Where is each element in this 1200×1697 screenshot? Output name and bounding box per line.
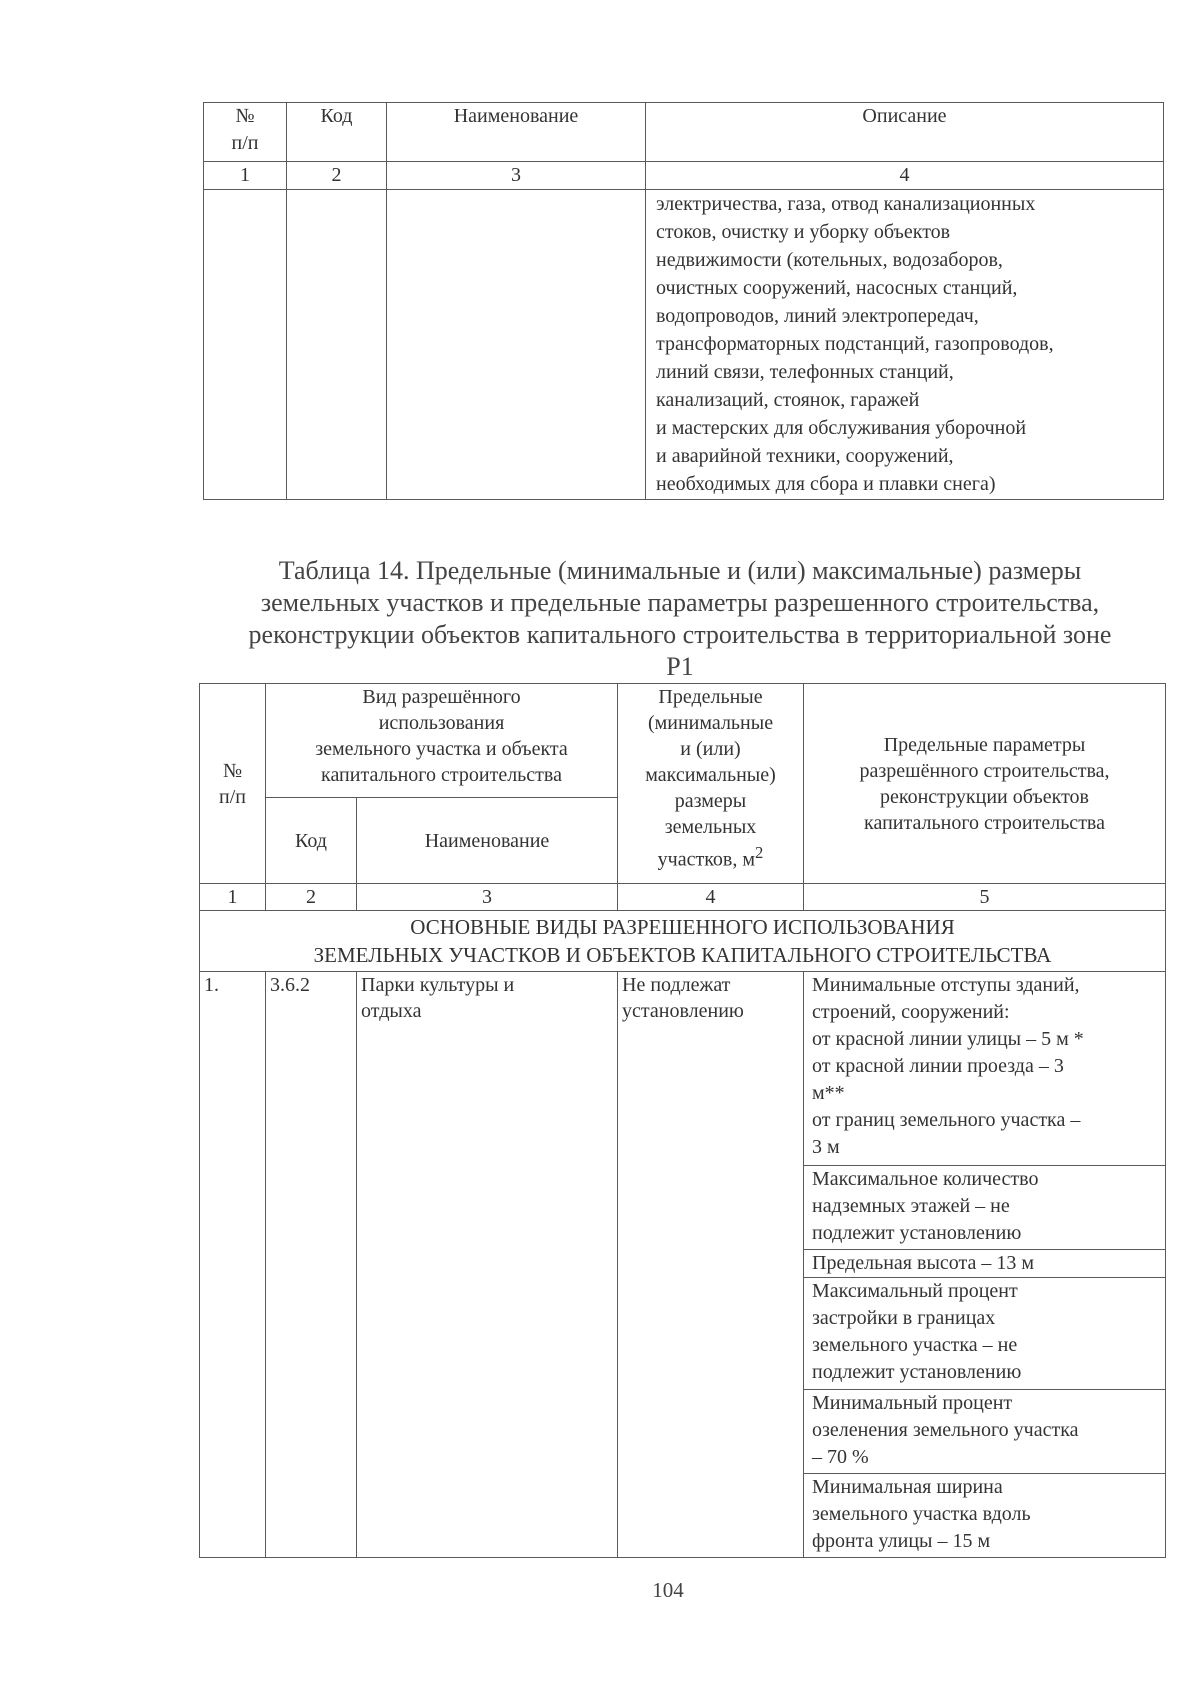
description-line: канализаций, стоянок, гаражей: [656, 389, 920, 411]
header-number: № п/п: [204, 103, 287, 162]
description-line: и аварийной техники, сооружений,: [656, 445, 954, 467]
column-number: 5: [804, 884, 1166, 911]
column-number: 1: [204, 162, 287, 190]
row-code: 3.6.2: [266, 972, 357, 1558]
column-number: 1: [200, 884, 266, 911]
param-max-building-percent: Максимальный процент застройки в границах земельного участка – не подлежит установлению: [804, 1278, 1166, 1390]
description-line: очистных сооружений, насосных станций,: [656, 277, 1018, 299]
header-name: Наименование: [357, 798, 618, 884]
section-heading: ОСНОВНЫЕ ВИДЫ РАЗРЕШЕННОГО ИСПОЛЬЗОВАНИЯ ЗЕМЕЛЬНЫХ УЧАСТКОВ И ОБЪЕКТОВ КАПИТАЛЬНОГО СТРОИТЕЛЬСТВА: [200, 911, 1166, 972]
param-max-height: Предельная высота – 13 м: [804, 1250, 1166, 1278]
description-line: и мастерских для обслуживания уборочной: [656, 417, 1027, 439]
header-code: Код: [266, 798, 357, 884]
description-line: электричества, газа, отвод канализационных: [656, 193, 1036, 215]
table-continuation: [203, 102, 1164, 500]
param-max-floors: Максимальное количество надземных этажей – не подлежит установлению: [804, 1166, 1166, 1250]
column-number: 2: [287, 162, 387, 190]
header-name: Наименование: [387, 103, 646, 162]
row-plot-size: Не подлежат установлению: [618, 972, 804, 1558]
column-number: 4: [618, 884, 804, 911]
table-cell: [204, 190, 287, 500]
description-line: водопроводов, линий электропередач,: [656, 305, 979, 327]
column-number: 3: [387, 162, 646, 190]
table-caption: [190, 555, 1170, 683]
description-line: трансформаторных подстанций, газопроводов,: [656, 333, 1054, 355]
header-parameters: Предельные параметры разрешённого строительства, реконструкции объектов капитального строительства: [804, 684, 1166, 884]
caption-line: реконструкции объектов капитального строительства в территориальной зоне: [248, 620, 1112, 649]
caption-line: Р1: [666, 652, 694, 681]
description-line: стоков, очистку и уборку объектов: [656, 221, 951, 243]
caption-line: земельных участков и предельные параметры разрешенного строительства,: [260, 588, 1100, 617]
param-min-width: Минимальная ширина земельного участка вдоль фронта улицы – 15 м: [804, 1474, 1166, 1558]
caption-line: Таблица 14. Предельные (минимальные и (или) максимальные) размеры: [278, 556, 1082, 585]
param-min-green-percent: Минимальный процент озеленения земельного участка – 70 %: [804, 1390, 1166, 1474]
superscript: 2: [755, 843, 764, 862]
header-code: Код: [287, 103, 387, 162]
column-number: 3: [357, 884, 618, 911]
header-permitted-use: Вид разрешённого использования земельного участка и объекта капитального строительства: [266, 684, 618, 798]
description-line: линий связи, телефонных станций,: [656, 361, 954, 383]
row-number: 1.: [200, 972, 266, 1558]
header-plot-sizes: [618, 684, 804, 884]
column-number: 2: [266, 884, 357, 911]
description-line: недвижимости (котельных, водозаборов,: [656, 249, 1003, 271]
description-cell: [646, 190, 1164, 500]
table-cell: [287, 190, 387, 500]
column-number: 4: [646, 162, 1164, 190]
row-name: Парки культуры и отдыха: [357, 972, 618, 1558]
header-description: Описание: [646, 103, 1164, 162]
page-number: 104: [652, 1578, 684, 1602]
header-plot-sizes-text: Предельные (минимальные и (или) максимальные) размеры земельных участков, м: [645, 686, 776, 871]
param-setbacks: Минимальные отступы зданий, строений, сооружений: от красной линии улицы – 5 м * от красной линии проезда – 3 м** от границ земельного участка – 3 м: [804, 972, 1166, 1166]
description-line: необходимых для сбора и плавки снега): [656, 473, 996, 495]
table-14: [199, 683, 1166, 1558]
table-cell: [387, 190, 646, 500]
header-number: № п/п: [200, 684, 266, 884]
